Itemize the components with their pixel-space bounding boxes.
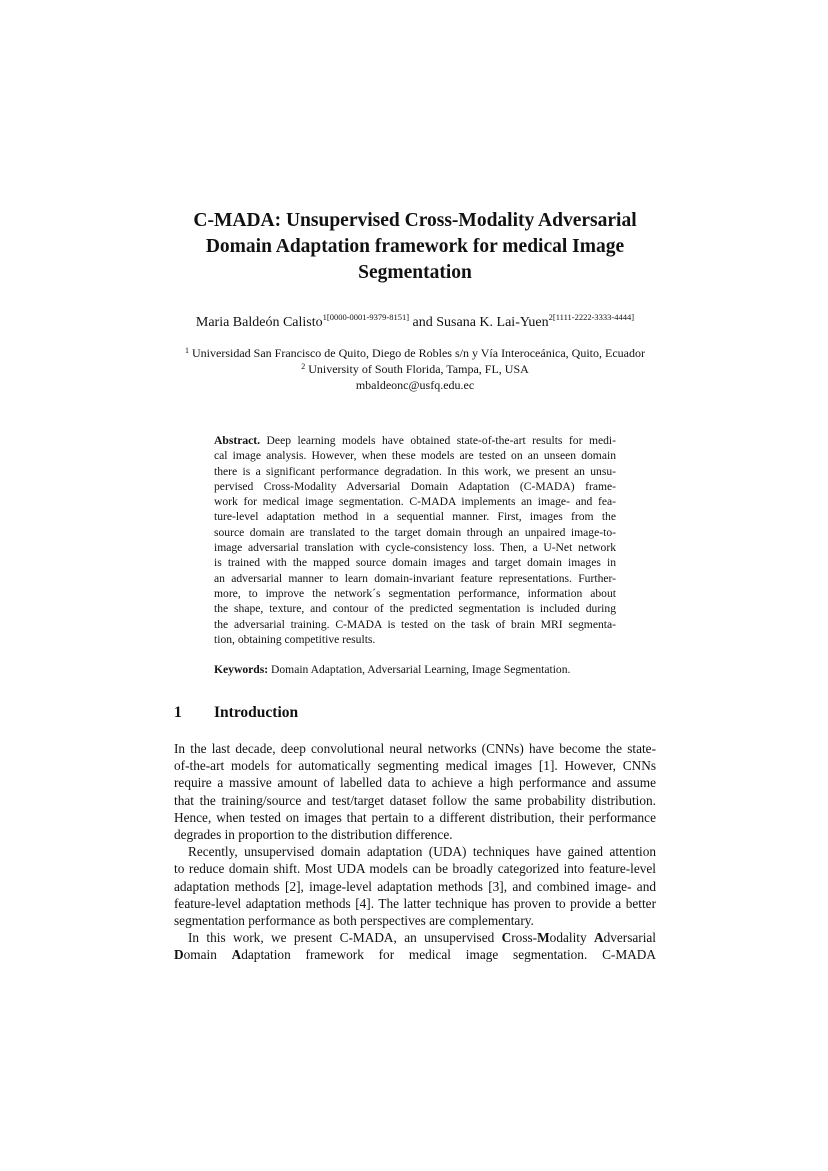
author-list [120,314,710,332]
section-number: 1 [174,704,182,721]
author-name: Maria Baldeón Calisto [195,315,323,330]
abstract-line: pervised Cross-Modality Adversarial Domain Adaptation (C-MADA) frame- [214,479,616,493]
author-email: mbaldeonc@usfq.edu.ec [355,378,475,392]
body-line: feature-level adaptation methods [4]. The latter technique has proven to provide a better [174,895,656,911]
body-text [174,740,656,964]
abstract-line: an adversarial manner to learn domain-invariant feature representations. Further- [214,571,616,585]
body-line: Recently, unsupervised domain adaptation (UDA) techniques have gained attention [188,844,656,860]
body-line: segmentation performance as both perspectives are complementary. [174,913,534,929]
body-line: to reduce domain shift. Most UDA models can be broadly categorized into feature-level [174,861,656,877]
abstract-line: tion, obtaining competitive results. [214,632,376,646]
abstract-line: source domain are translated to the target domain through an unpaired image-to- [214,525,616,539]
keywords [214,662,616,677]
affiliation-line [120,361,710,377]
abstract-line: cal image analysis. However, when these models are tested on an unseen domain [214,449,616,463]
body-line: of-the-art models for automatically segmenting medical images [1]. However, CNNs [174,758,656,774]
abstract-line: the shape, texture, and contour of the predicted segmentation is included during [214,602,616,616]
title-line: C-MADA: Unsupervised Cross-Modality Adversarial [193,210,637,231]
affiliation-number: 2 [301,362,306,371]
abstract-line: work for medical image segmentation. C-MADA implements an image- and fea- [214,495,616,509]
body-line: Domain Adaptation framework for medical image segmentation. C-MADA [174,947,656,963]
affiliation-text: University of South Florida, Tampa, FL, USA [305,362,529,376]
affiliation-number: 1 [185,346,189,355]
section-title: Introduction [214,704,299,721]
keywords-label: Keywords: [214,663,269,676]
author-orcid: 2[1111-2222-3333-4444] [548,312,635,322]
affiliation-text: Universidad San Francisco de Quito, Diego de Robles s/n y Vía Interoceánica, Quito, Ecuador [189,346,645,360]
body-line: require a massive amount of labelled data to achieve a high performance and assume [174,775,656,791]
paper-title [150,208,680,286]
abstract-line: more, to improve the network´s segmentation performance, information about [214,586,616,600]
title-line: Domain Adaptation framework for medical Image [205,236,625,257]
title-line: Segmentation [358,262,472,283]
author-orcid: 1[0000-0001-9379-8151] [322,312,410,322]
abstract-line: there is a significant performance degradation. In this work, we present an unsu- [214,464,616,478]
abstract [214,433,616,647]
abstract-label: Abstract. [214,434,261,447]
keywords-text: Domain Adaptation, Adversarial Learning, Image Segmentation. [268,663,571,676]
body-line: In the last decade, deep convolutional neural networks (CNNs) have become the state- [174,741,656,756]
body-line: that the training/source and test/target dataset follow the same probability distribution. [174,792,656,808]
affiliations [120,345,710,393]
abstract-line: the adversarial training. C-MADA is tested on the task of brain MRI segmenta- [214,617,616,631]
body-line: adaptation methods [2], image-level adaptation methods [3], and combined image- and [174,878,656,894]
abstract-line: image adversarial translation with cycle-consistency loss. Then, a U-Net network [214,541,616,555]
author-conjunction: and [409,315,437,330]
body-line: degrades in proportion to the distribution difference. [174,827,453,843]
body-line: Hence, when tested on images that pertain to a different distribution, their performance [174,809,656,825]
author-name: Susana K. Lai-Yuen [436,315,549,330]
section-heading [174,704,298,722]
abstract-line: Abstract. Deep learning models have obtained state-of-the-art results for medi- [214,434,616,447]
abstract-line: is trained with the mapped source domain images and target domain images in [214,556,616,570]
abstract-line: ture-level adaptation method in a sequential manner. First, images from the [214,510,616,524]
affiliation-line [120,345,710,361]
body-line: In this work, we present C-MADA, an unsupervised Cross-Modality Adversarial [188,930,656,946]
